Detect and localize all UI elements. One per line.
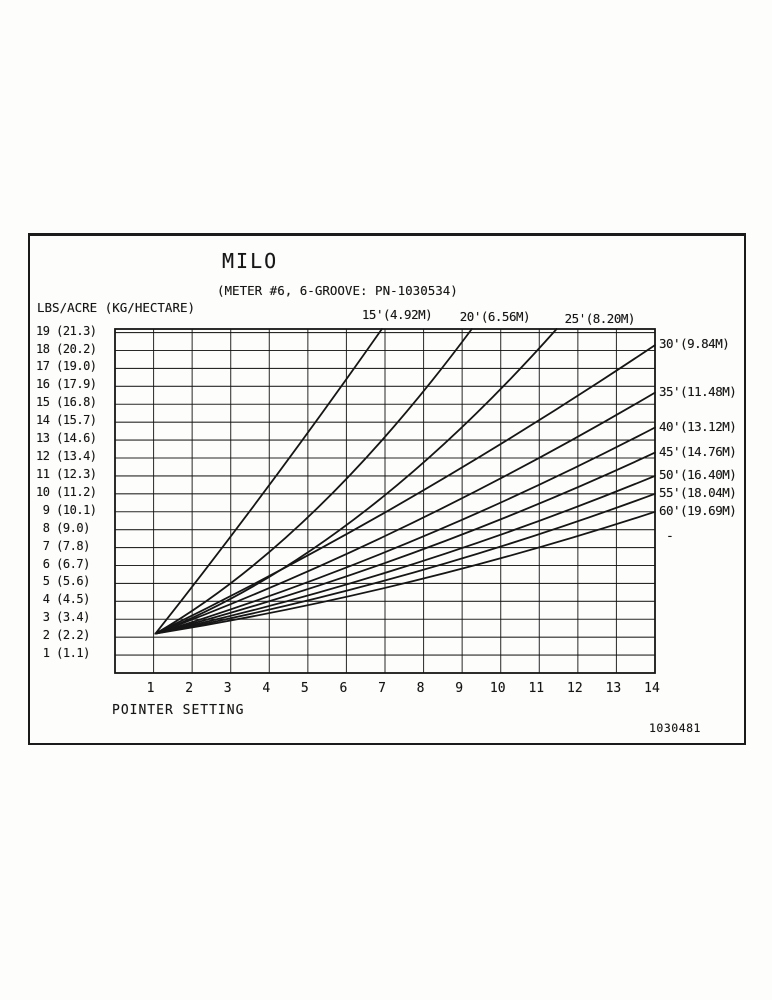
- x-tick-label: 14: [644, 681, 660, 696]
- y-tick-label: 15 (16.8): [36, 395, 97, 410]
- x-tick-label: 1: [146, 681, 155, 696]
- x-tick-label: 8: [416, 681, 425, 696]
- y-tick-label: 19 (21.3): [36, 323, 97, 338]
- chart-title: MILO: [222, 249, 279, 273]
- x-tick-label: 4: [262, 681, 271, 696]
- series-label: 30'(9.84M): [659, 336, 730, 352]
- y-tick-label: 1 (1.1): [36, 646, 90, 661]
- y-tick-label: 11 (12.3): [36, 466, 97, 481]
- x-tick-label: 6: [339, 681, 348, 696]
- y-axis-title: LBS/ACRE (KG/HECTARE): [37, 300, 196, 315]
- x-tick-label: 12: [567, 681, 583, 696]
- series-label: 15'(4.92M): [361, 307, 433, 322]
- y-tick-label: 12 (13.4): [36, 449, 97, 463]
- y-tick-label: 16 (17.9): [36, 377, 97, 392]
- y-tick-label: 3 (3.4): [36, 610, 90, 625]
- y-tick-label: 8 (9.0): [36, 520, 90, 535]
- y-tick-label: 18 (20.2): [36, 341, 97, 356]
- series-label: 60'(19.69M): [659, 502, 737, 518]
- x-axis-title: POINTER SETTING: [112, 703, 245, 718]
- x-tick-label: 3: [223, 681, 232, 696]
- series-label: 20'(6.56M): [459, 309, 531, 324]
- y-tick-label: 17 (19.0): [36, 359, 97, 374]
- y-tick-label: 13 (14.6): [36, 431, 97, 446]
- series-label: 35'(11.48M): [659, 383, 737, 399]
- y-tick-label: 14 (15.7): [36, 413, 97, 428]
- x-tick-label: 7: [378, 681, 386, 696]
- x-tick-label: 11: [528, 681, 545, 696]
- y-tick-label: 6 (6.7): [36, 556, 90, 571]
- series-label: 55'(18.04M): [659, 484, 737, 500]
- chart-subtitle: (METER #6, 6-GROOVE: PN-1030534): [217, 283, 458, 298]
- x-tick-label: 2: [185, 681, 194, 696]
- x-tick-label: 9: [455, 681, 464, 696]
- y-tick-label: 9 (10.1): [36, 502, 97, 517]
- x-tick-label: 5: [300, 681, 309, 696]
- x-tick-label: 10: [489, 681, 506, 696]
- x-tick-label: 13: [605, 681, 622, 696]
- y-tick-label: 4 (4.5): [36, 592, 90, 607]
- y-tick-label: 2 (2.2): [36, 628, 90, 643]
- series-label: 50'(16.40M): [659, 466, 737, 482]
- stray-mark: -: [666, 529, 674, 544]
- y-tick-label: 5 (5.6): [36, 574, 90, 589]
- series-label: 40'(13.12M): [659, 418, 737, 434]
- y-tick-label: 7 (7.8): [36, 538, 90, 553]
- series-label: 25'(8.20M): [564, 311, 635, 326]
- doc-number: 1030481: [649, 721, 701, 735]
- y-tick-label: 10 (11.2): [36, 484, 97, 499]
- series-label: 45'(14.76M): [659, 443, 737, 459]
